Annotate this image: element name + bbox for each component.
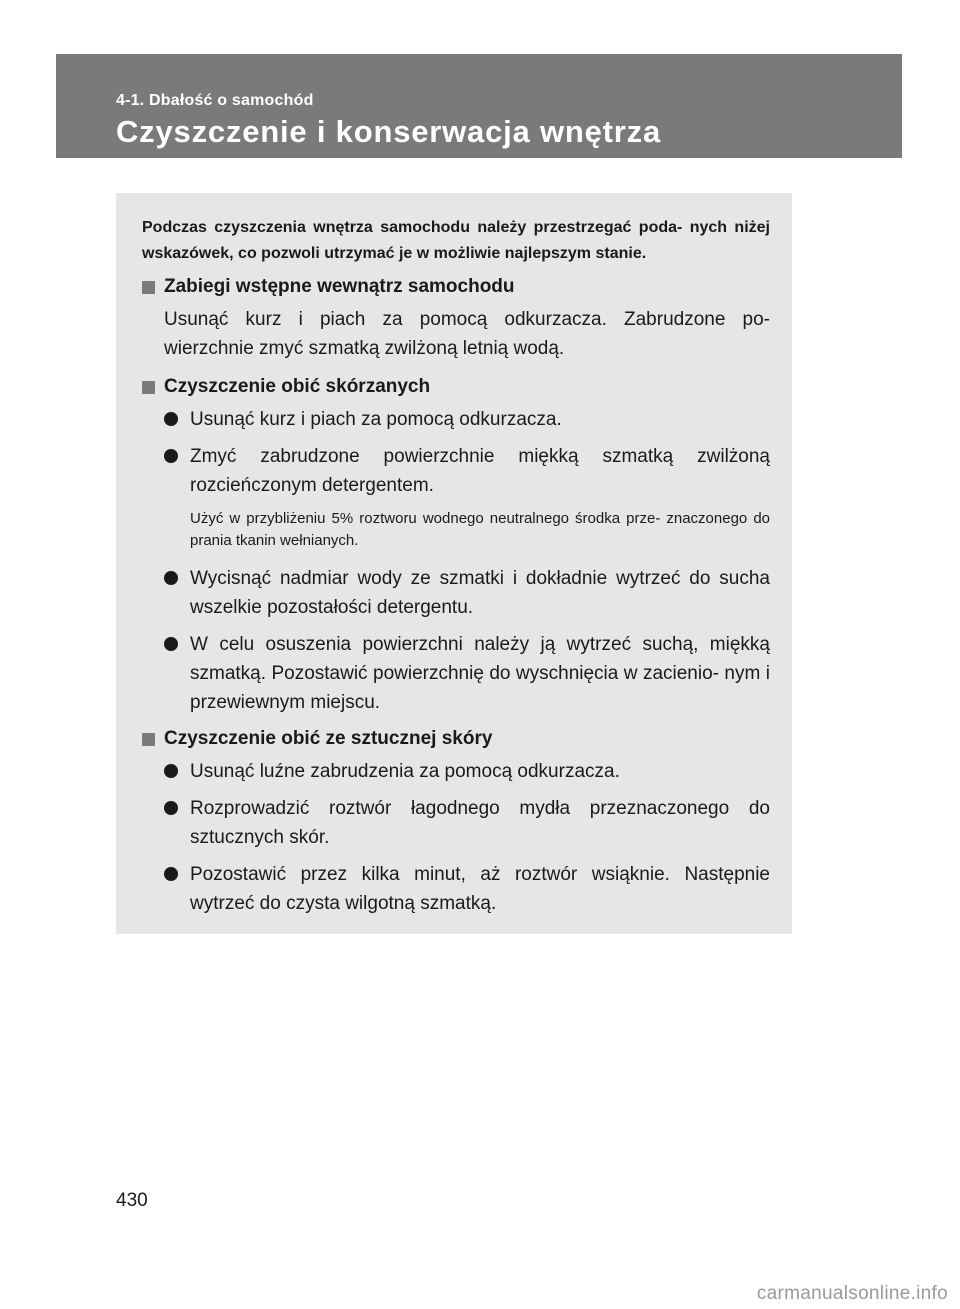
list-item-text: Usunąć kurz i piach za pomocą odkurzacza. [190, 409, 562, 430]
list-item-text: Wycisnąć nadmiar wody ze szmatki i dokładnie wytrzeć do sucha wszelkie pozostałości detergentu. [190, 568, 770, 618]
list-item [190, 405, 770, 434]
list-item [190, 442, 770, 500]
header-band [56, 54, 902, 158]
square-bullet-icon [142, 733, 155, 746]
section-heading-preliminary [142, 273, 770, 301]
section-label: 4-1. Dbałość o samochód [116, 92, 314, 109]
square-bullet-icon [142, 281, 155, 294]
list-item-text: Rozprowadzić roztwór łagodnego mydła przeznaczonego do sztucznych skór. [190, 798, 770, 848]
list-item [190, 564, 770, 622]
section-paragraph: Usunąć kurz i piach za pomocą odkurzacza. Zabrudzone po- wierzchnie zmyć szmatką zwilżoną letnią wodą. [164, 309, 770, 359]
page-number: 430 [116, 1190, 148, 1211]
content-box [116, 193, 792, 934]
detergent-note: Użyć w przybliżeniu 5% roztworu wodnego neutralnego środka prze- znaczonego do prania tkanin wełnianych. [190, 510, 770, 549]
section-heading-text: Zabiegi wstępne wewnątrz samochodu [164, 276, 515, 297]
list-item [190, 757, 770, 786]
section-heading-text: Czyszczenie obić skórzanych [164, 376, 431, 397]
section-heading-text: Czyszczenie obić ze sztucznej skóry [164, 728, 493, 749]
list-item-text: Usunąć luźne zabrudzenia za pomocą odkurzacza. [190, 761, 620, 782]
circle-bullet-icon [164, 801, 178, 815]
circle-bullet-icon [164, 571, 178, 585]
circle-bullet-icon [164, 764, 178, 778]
circle-bullet-icon [164, 412, 178, 426]
circle-bullet-icon [164, 867, 178, 881]
list-item-text: W celu osuszenia powierzchni należy ją wytrzeć suchą, miękką szmatką. Pozostawić powierzchnię do wyschnięcia w zacienio- nym i przewiewnym miejscu. [190, 634, 770, 713]
list-item-text: Zmyć zabrudzone powierzchnie miękką szmatką zwilżoną rozcieńczonym detergentem. [190, 446, 770, 496]
intro-text: Podczas czyszczenia wnętrza samochodu należy przestrzegać poda- nych niżej wskazówek, co pozwoli utrzymać je w możliwie najlepszym stanie. [142, 219, 770, 262]
list-item-text: Pozostawić przez kilka minut, aż roztwór wsiąknie. Następnie wytrzeć do czysta wilgotną szmatką. [190, 864, 770, 914]
square-bullet-icon [142, 381, 155, 394]
page-title: Czyszczenie i konserwacja wnętrza [116, 114, 662, 149]
watermark: carmanualsonline.info [756, 1283, 948, 1304]
list-item [190, 860, 770, 918]
list-item [190, 630, 770, 717]
list-item [190, 794, 770, 852]
circle-bullet-icon [164, 637, 178, 651]
circle-bullet-icon [164, 449, 178, 463]
section-heading-synthetic-leather [142, 725, 770, 753]
section-heading-leather [142, 373, 770, 401]
